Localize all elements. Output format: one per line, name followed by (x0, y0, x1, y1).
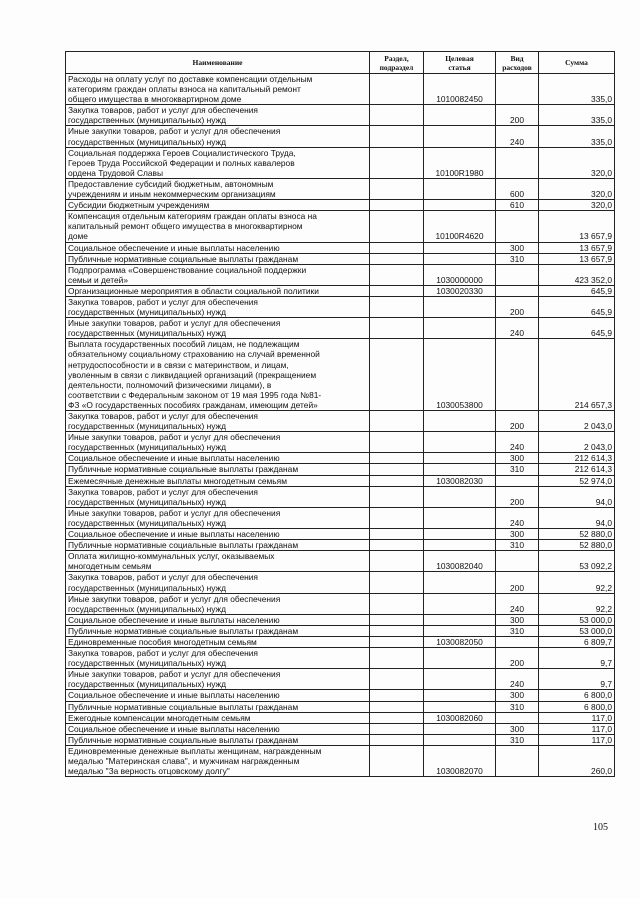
cell-section (370, 296, 424, 317)
table-row (66, 253, 615, 264)
cell-type: 310 (496, 734, 539, 745)
table-row (66, 625, 615, 636)
cell-name: Публичные нормативные социальные выплаты гражданам (66, 253, 370, 264)
cell-sum: 13 657,9 (539, 211, 615, 242)
table-row (66, 507, 615, 528)
cell-sum: 335,0 (539, 126, 615, 147)
table-row (66, 242, 615, 253)
cell-name: Социальное обеспечение и иные выплаты населению (66, 453, 370, 464)
table-row (66, 701, 615, 712)
cell-sum: 92,2 (539, 593, 615, 614)
cell-name: Оплата жилищно-коммунальных услуг, оказываемых многодетным семьям (66, 551, 370, 572)
cell-section (370, 636, 424, 647)
cell-type: 200 (496, 296, 539, 317)
header-section: Раздел, подраздел (370, 52, 424, 74)
header-sum: Сумма (539, 52, 615, 74)
cell-sum: 6 809,7 (539, 636, 615, 647)
cell-target (424, 178, 496, 199)
cell-section (370, 464, 424, 475)
cell-target: 1030082040 (424, 551, 496, 572)
cell-section (370, 178, 424, 199)
cell-name: Иные закупки товаров, работ и услуг для обеспечения государственных (муниципальных) нужд (66, 669, 370, 690)
cell-type (496, 551, 539, 572)
cell-name: Публичные нормативные социальные выплаты гражданам (66, 625, 370, 636)
cell-type: 240 (496, 593, 539, 614)
cell-sum: 335,0 (539, 74, 615, 105)
cell-target (424, 734, 496, 745)
cell-type: 200 (496, 572, 539, 593)
cell-section (370, 690, 424, 701)
cell-sum: 645,9 (539, 318, 615, 339)
cell-target: 1030082070 (424, 745, 496, 776)
cell-target (424, 453, 496, 464)
cell-type: 300 (496, 690, 539, 701)
cell-type (496, 712, 539, 723)
cell-name: Единовременные денежные выплаты женщинам, награжденным медалью "Материнская слава", и мужчинам награжденным медалью "За верность отцовскому долгу" (66, 745, 370, 776)
cell-target (424, 701, 496, 712)
table-row (66, 614, 615, 625)
cell-type: 310 (496, 701, 539, 712)
cell-sum: 94,0 (539, 507, 615, 528)
cell-section (370, 593, 424, 614)
cell-section (370, 507, 424, 528)
cell-type (496, 745, 539, 776)
cell-target (424, 593, 496, 614)
cell-target: 10100R1980 (424, 147, 496, 178)
cell-target (424, 200, 496, 211)
header-target: Целевая статья (424, 52, 496, 74)
table-row (66, 264, 615, 285)
table-header-row (66, 52, 615, 74)
cell-name: Социальное обеспечение и иные выплаты населению (66, 690, 370, 701)
cell-name: Социальное обеспечение и иные выплаты населению (66, 529, 370, 540)
cell-section (370, 745, 424, 776)
table-row (66, 211, 615, 242)
cell-name: Расходы на оплату услуг по доставке компенсации отдельным категориям граждан оплаты взноса на капитальный ремонт общего имущества в многоквартирном доме (66, 74, 370, 105)
cell-target: 1030053800 (424, 339, 496, 411)
cell-sum: 53 000,0 (539, 614, 615, 625)
cell-target (424, 126, 496, 147)
cell-target (424, 105, 496, 126)
budget-table (65, 51, 615, 777)
cell-name: Ежемесячные денежные выплаты многодетным семьям (66, 475, 370, 486)
cell-section (370, 126, 424, 147)
cell-section (370, 200, 424, 211)
cell-target (424, 614, 496, 625)
cell-sum: 92,2 (539, 572, 615, 593)
cell-type: 200 (496, 411, 539, 432)
cell-name: Публичные нормативные социальные выплаты гражданам (66, 464, 370, 475)
table-row (66, 411, 615, 432)
cell-name: Закупка товаров, работ и услуг для обеспечения государственных (муниципальных) нужд (66, 648, 370, 669)
table-row (66, 296, 615, 317)
cell-section (370, 211, 424, 242)
header-name: Наименование (66, 52, 370, 74)
cell-sum: 6 800,0 (539, 701, 615, 712)
table-body (66, 74, 615, 777)
cell-section (370, 475, 424, 486)
cell-section (370, 723, 424, 734)
cell-type (496, 475, 539, 486)
cell-name: Закупка товаров, работ и услуг для обеспечения государственных (муниципальных) нужд (66, 572, 370, 593)
cell-sum: 52 880,0 (539, 529, 615, 540)
table-row (66, 529, 615, 540)
cell-section (370, 242, 424, 253)
cell-target (424, 690, 496, 701)
cell-target: 1030082030 (424, 475, 496, 486)
cell-name: Социальное обеспечение и иные выплаты населению (66, 242, 370, 253)
cell-sum: 13 657,9 (539, 242, 615, 253)
cell-name: Иные закупки товаров, работ и услуг для обеспечения государственных (муниципальных) нужд (66, 593, 370, 614)
cell-target (424, 464, 496, 475)
cell-type: 600 (496, 178, 539, 199)
cell-type: 200 (496, 648, 539, 669)
cell-section (370, 701, 424, 712)
cell-type (496, 264, 539, 285)
cell-type (496, 211, 539, 242)
cell-target (424, 572, 496, 593)
cell-target (424, 669, 496, 690)
cell-sum: 53 000,0 (539, 625, 615, 636)
cell-section (370, 614, 424, 625)
cell-target (424, 411, 496, 432)
cell-sum: 212 614,3 (539, 464, 615, 475)
cell-type (496, 74, 539, 105)
cell-name: Социальное обеспечение и иные выплаты населению (66, 723, 370, 734)
cell-sum: 645,9 (539, 285, 615, 296)
cell-section (370, 734, 424, 745)
table-row (66, 540, 615, 551)
table-row (66, 432, 615, 453)
cell-name: Выплата государственных пособий лицам, не подлежащим обязательному социальному страхованию на случай временной нетрудоспособности и в связи с материнством, и лицам, уволенным в связи с ликвидацией организаций (прекращением деятельности, полномочий физическими лицами), в соответствии с Федеральным законом от 19 мая 1995 года №81- ФЗ «О государственных пособиях гражданам, имеющим детей» (66, 339, 370, 411)
cell-sum: 52 974,0 (539, 475, 615, 486)
table-row (66, 648, 615, 669)
cell-section (370, 669, 424, 690)
cell-section (370, 648, 424, 669)
table-row (66, 126, 615, 147)
cell-name: Социальное обеспечение и иные выплаты населению (66, 614, 370, 625)
cell-sum: 117,0 (539, 734, 615, 745)
cell-target (424, 507, 496, 528)
cell-sum: 260,0 (539, 745, 615, 776)
cell-type (496, 285, 539, 296)
cell-sum: 9,7 (539, 669, 615, 690)
cell-section (370, 147, 424, 178)
cell-sum: 320,0 (539, 200, 615, 211)
cell-sum: 214 657,3 (539, 339, 615, 411)
cell-section (370, 264, 424, 285)
cell-type: 300 (496, 242, 539, 253)
table-row (66, 318, 615, 339)
cell-name: Субсидии бюджетным учреждениям (66, 200, 370, 211)
cell-target (424, 540, 496, 551)
cell-type: 300 (496, 614, 539, 625)
cell-sum: 53 092,2 (539, 551, 615, 572)
cell-target (424, 529, 496, 540)
cell-name: Публичные нормативные социальные выплаты гражданам (66, 540, 370, 551)
table-row (66, 285, 615, 296)
cell-name: Предоставление субсидий бюджетным, автономным учреждениям и иным некоммерческим организациям (66, 178, 370, 199)
cell-sum: 423 352,0 (539, 264, 615, 285)
cell-type: 300 (496, 529, 539, 540)
cell-name: Единовременные пособия многодетным семьям (66, 636, 370, 647)
cell-sum: 2 043,0 (539, 432, 615, 453)
cell-type: 310 (496, 464, 539, 475)
table-row (66, 636, 615, 647)
cell-sum: 94,0 (539, 486, 615, 507)
cell-type: 310 (496, 625, 539, 636)
cell-name: Иные закупки товаров, работ и услуг для обеспечения государственных (муниципальных) нужд (66, 318, 370, 339)
cell-section (370, 411, 424, 432)
cell-type: 240 (496, 432, 539, 453)
cell-type: 610 (496, 200, 539, 211)
cell-type: 200 (496, 486, 539, 507)
table-row (66, 551, 615, 572)
cell-name: Закупка товаров, работ и услуг для обеспечения государственных (муниципальных) нужд (66, 105, 370, 126)
cell-section (370, 529, 424, 540)
table-row (66, 486, 615, 507)
table-row (66, 178, 615, 199)
cell-section (370, 432, 424, 453)
cell-name: Публичные нормативные социальные выплаты гражданам (66, 701, 370, 712)
cell-sum: 320,0 (539, 147, 615, 178)
cell-name: Организационные мероприятия в области социальной политики (66, 285, 370, 296)
cell-sum: 52 880,0 (539, 540, 615, 551)
cell-target: 1030000000 (424, 264, 496, 285)
cell-section (370, 339, 424, 411)
table-row (66, 453, 615, 464)
table-row (66, 690, 615, 701)
cell-target: 1030020330 (424, 285, 496, 296)
table-row (66, 669, 615, 690)
cell-sum: 6 800,0 (539, 690, 615, 701)
cell-sum: 320,0 (539, 178, 615, 199)
cell-section (370, 105, 424, 126)
cell-target (424, 625, 496, 636)
cell-target (424, 242, 496, 253)
cell-name: Компенсация отдельным категориям граждан оплаты взноса на капитальный ремонт общего имущества в многоквартирном доме (66, 211, 370, 242)
cell-name: Социальная поддержка Героев Социалистического Труда, Героев Труда Российской Федерации и полных кавалеров ордена Трудовой Славы (66, 147, 370, 178)
table-row (66, 475, 615, 486)
table-row (66, 339, 615, 411)
table-row (66, 593, 615, 614)
cell-name: Закупка товаров, работ и услуг для обеспечения государственных (муниципальных) нужд (66, 486, 370, 507)
cell-type (496, 147, 539, 178)
cell-name: Закупка товаров, работ и услуг для обеспечения государственных (муниципальных) нужд (66, 296, 370, 317)
cell-section (370, 551, 424, 572)
cell-target (424, 318, 496, 339)
cell-type: 300 (496, 723, 539, 734)
cell-type: 200 (496, 105, 539, 126)
table-row (66, 464, 615, 475)
cell-type: 240 (496, 318, 539, 339)
cell-type: 310 (496, 253, 539, 264)
cell-target (424, 486, 496, 507)
cell-sum: 117,0 (539, 723, 615, 734)
cell-target (424, 253, 496, 264)
cell-name: Иные закупки товаров, работ и услуг для обеспечения государственных (муниципальных) нужд (66, 432, 370, 453)
cell-sum: 117,0 (539, 712, 615, 723)
cell-sum: 13 657,9 (539, 253, 615, 264)
table-row (66, 712, 615, 723)
header-type: Вид расходов (496, 52, 539, 74)
table-row (66, 74, 615, 105)
cell-type: 240 (496, 126, 539, 147)
cell-section (370, 486, 424, 507)
cell-name: Закупка товаров, работ и услуг для обеспечения государственных (муниципальных) нужд (66, 411, 370, 432)
page-number: 105 (593, 822, 608, 833)
cell-target: 1030082060 (424, 712, 496, 723)
cell-sum: 9,7 (539, 648, 615, 669)
cell-sum: 212 614,3 (539, 453, 615, 464)
cell-section (370, 572, 424, 593)
cell-type (496, 339, 539, 411)
cell-section (370, 285, 424, 296)
cell-sum: 335,0 (539, 105, 615, 126)
cell-name: Подпрограмма «Совершенствование социальной поддержки семьи и детей» (66, 264, 370, 285)
cell-target: 1010082450 (424, 74, 496, 105)
cell-sum: 645,9 (539, 296, 615, 317)
table-row (66, 734, 615, 745)
table-row (66, 745, 615, 776)
cell-section (370, 74, 424, 105)
cell-target: 10100R4620 (424, 211, 496, 242)
cell-name: Иные закупки товаров, работ и услуг для обеспечения государственных (муниципальных) нужд (66, 507, 370, 528)
cell-type (496, 636, 539, 647)
cell-name: Публичные нормативные социальные выплаты гражданам (66, 734, 370, 745)
cell-target (424, 432, 496, 453)
table-row (66, 147, 615, 178)
cell-type: 310 (496, 540, 539, 551)
cell-target (424, 723, 496, 734)
cell-section (370, 453, 424, 464)
cell-section (370, 253, 424, 264)
table-row (66, 723, 615, 734)
cell-sum: 2 043,0 (539, 411, 615, 432)
cell-section (370, 318, 424, 339)
cell-section (370, 625, 424, 636)
cell-target (424, 296, 496, 317)
cell-target: 1030082050 (424, 636, 496, 647)
cell-name: Ежегодные компенсации многодетным семьям (66, 712, 370, 723)
table-row (66, 105, 615, 126)
cell-target (424, 648, 496, 669)
cell-type: 240 (496, 669, 539, 690)
table-row (66, 200, 615, 211)
cell-name: Иные закупки товаров, работ и услуг для обеспечения государственных (муниципальных) нужд (66, 126, 370, 147)
cell-type: 240 (496, 507, 539, 528)
cell-section (370, 540, 424, 551)
cell-type: 300 (496, 453, 539, 464)
table-row (66, 572, 615, 593)
cell-section (370, 712, 424, 723)
